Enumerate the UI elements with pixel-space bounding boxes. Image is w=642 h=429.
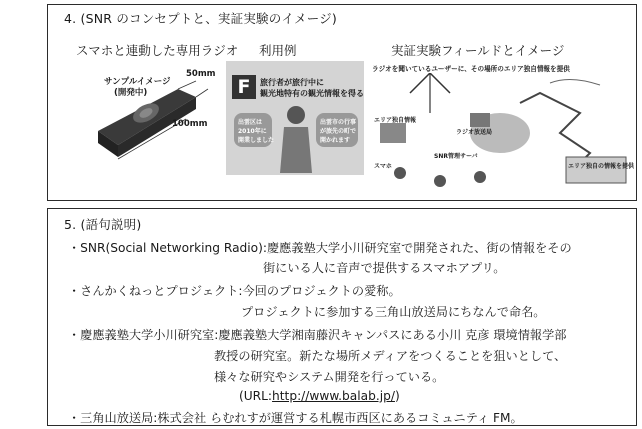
glossary-section-box [47, 208, 637, 426]
radio-device-illustration [68, 61, 228, 196]
field-label-area-provide: エリア独自の情報を提供 [568, 163, 635, 170]
sample-label: サンプルイメージ [104, 77, 171, 87]
field-map-diagram [370, 73, 635, 193]
bubble-left-1: 出雲区は [238, 119, 263, 126]
usage-headline-1: 旅行者が旅行中に [260, 78, 324, 87]
field-label-radio-station: ラジオ放送局 [456, 129, 493, 136]
caption-field: 実証実験フィールドとイメージ [391, 43, 565, 58]
glossary-snr-cont: 街にいる人に音声で提供するスマホアプリ。 [263, 261, 506, 275]
concept-section-box [47, 4, 637, 201]
lab-url-link[interactable]: http://www.balab.jp/ [272, 389, 395, 403]
glossary-lab-cont-2: 様々な研究やシステム開発を行っている。 [214, 370, 445, 384]
glossary-project: ・さんかくねっとプロジェクト:今回のプロジェクトの愛称。 [68, 284, 401, 298]
glossary-station: ・三角山放送局:株式会社 らむれすが運営する札幌市西区にあるコミュニティ FM。 [68, 411, 523, 425]
caption-radio: スマホと連動した専用ラジオ [76, 43, 239, 58]
dim-height-label: 50mm [186, 69, 216, 79]
sample-dev-label: (開発中) [114, 88, 148, 98]
glossary-project-cont: プロジェクトに参加する三角山放送局にちなんで命名。 [241, 305, 546, 319]
field-experiment-illustration [370, 61, 635, 193]
field-label-smartphone: スマホ [374, 163, 392, 170]
url-prefix: (URL: [239, 389, 273, 403]
field-label-area-info: エリア独自情報 [374, 117, 417, 124]
field-label-snr-server: SNR管理サーバ [434, 153, 478, 160]
section5-heading: 5. (語句説明) [64, 217, 142, 232]
url-suffix: ) [394, 389, 400, 403]
glossary-snr: ・SNR(Social Networking Radio):慶應義塾大学小川研究室で開発された、街の情報をその [68, 241, 572, 255]
bubble-right-1: 出雲市の行事 [320, 119, 357, 126]
glossary-lab: ・慶應義塾大学小川研究室:慶應義塾大学湘南藤沢キャンパスにある小川 克彦 環境情報学部 [68, 328, 567, 342]
dim-length-label: 100mm [172, 119, 208, 129]
caption-usage: 利用例 [259, 43, 297, 58]
usage-headline-2: 観光地特有の観光情報を得る [260, 89, 364, 98]
glossary-lab-cont-1: 教授の研究室。新たな場所メディアをつくることを狙いとして、 [214, 349, 567, 363]
bubble-right-3: 開かれます [320, 137, 351, 144]
field-top-text: ラジオを聞いているユーザーに、その場所のエリア独自情報を提供 [372, 65, 570, 73]
usage-letter-badge: F [232, 75, 256, 99]
usage-example-illustration [226, 61, 364, 175]
section4-heading: 4. (SNR のコンセプトと、実証実験のイメージ) [64, 11, 337, 26]
bubble-left-3: 開業しました [238, 137, 275, 144]
bubble-left-2: 2010年に [238, 128, 267, 135]
bubble-right-2: が旅先の町で [320, 128, 357, 135]
glossary-url-line [239, 389, 400, 403]
